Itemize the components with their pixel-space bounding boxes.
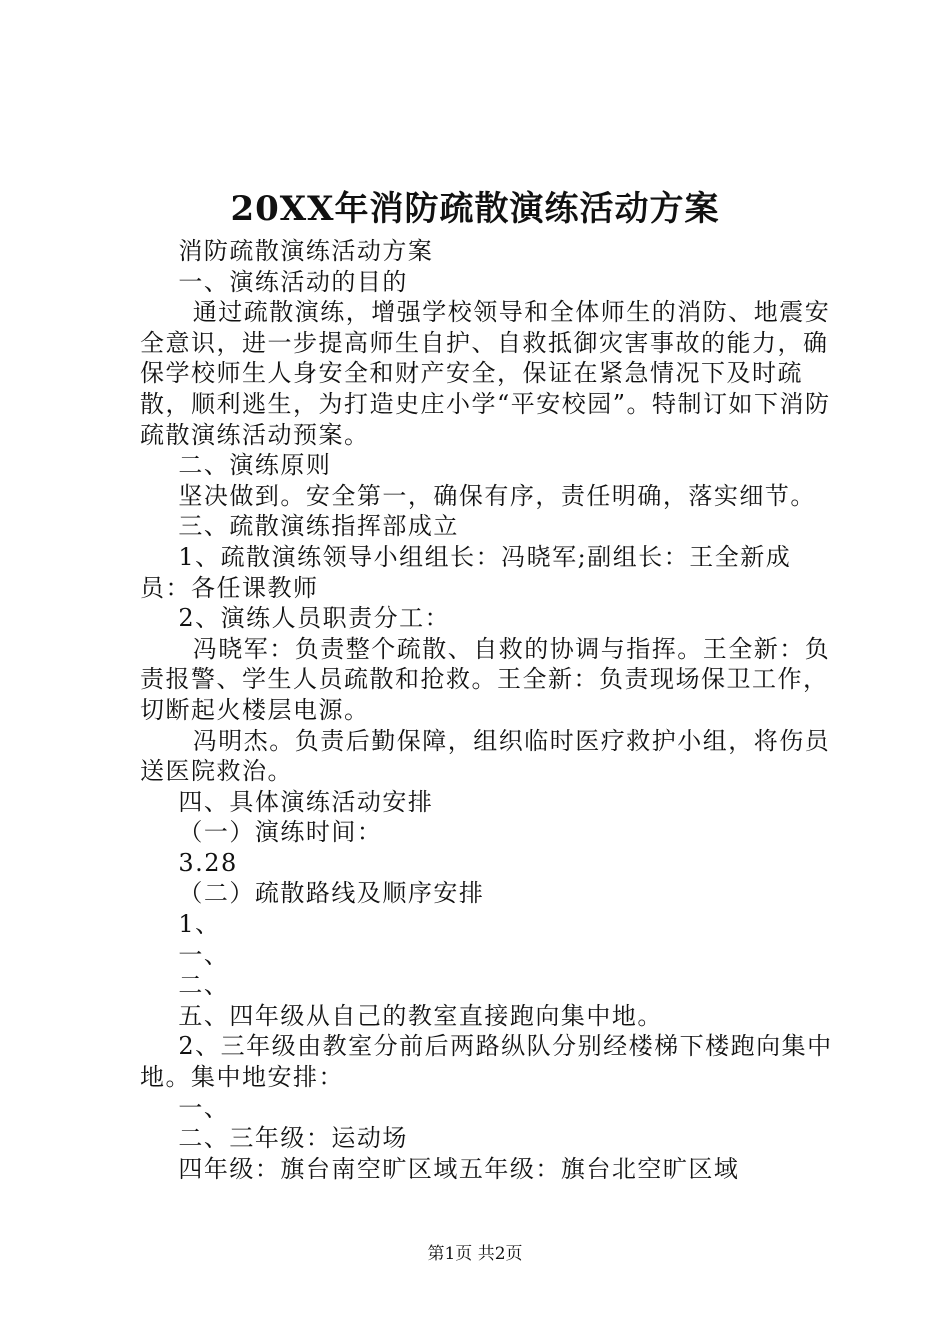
section-heading: 一、演练活动的目的	[178, 267, 408, 296]
paragraph: 冯明杰。负责后勤保障，组织临时医疗救护小组，将伤员送医院救治。	[140, 726, 831, 786]
page-footer	[0, 1242, 950, 1266]
paragraph: 四年级：旗台南空旷区域五年级：旗台北空旷区域	[178, 1154, 740, 1183]
paragraph: （二）疏散路线及顺序安排	[178, 879, 485, 908]
paragraph: 坚决做到。安全第一，确保有序，责任明确，落实细节。	[178, 481, 816, 510]
page-title: 20XX年消防疏散演练活动方案	[230, 189, 720, 229]
paragraph: 一、	[178, 1093, 230, 1122]
paragraph: （一）演练时间：	[178, 818, 383, 847]
paragraph: 1、	[178, 910, 221, 939]
paragraph: 1、疏散演练领导小组组长：冯晓军;副组长：王全新成员：各任课教师	[140, 542, 792, 602]
section-heading: 二、演练原则	[178, 451, 332, 480]
paragraph: 五、四年级从自己的教室直接跑向集中地。	[178, 1001, 663, 1030]
paragraph: 二、三年级：运动场	[178, 1124, 408, 1153]
paragraph: 2、三年级由教室分前后两路纵队分别经楼梯下楼跑向集中地。集中地安排：	[140, 1032, 833, 1092]
document-body	[140, 236, 840, 1184]
section-heading: 四、具体演练活动安排	[178, 787, 434, 816]
paragraph: 2、演练人员职责分工：	[178, 604, 451, 633]
paragraph: 一、	[178, 940, 230, 969]
paragraph: 通过疏散演练，增强学校领导和全体师生的消防、地震安全意识，进一步提高师生自护、自救抵御灾害事故的能力，确保学校师生人身安全和财产安全，保证在紧急情况下及时疏散，顺利逃生，为打造史庄小学“平安校园”。特制订如下消防疏散演练活动预案。	[140, 298, 831, 449]
paragraph: 冯晓军：负责整个疏散、自救的协调与指挥。王全新：负责报警、学生人员疏散和抢救。王全新：负责现场保卫工作，切断起火楼层电源。	[140, 634, 831, 724]
paragraph: 消防疏散演练活动方案	[178, 237, 434, 265]
paragraph: 3.28	[178, 848, 238, 877]
page-number-label: 第1页 共2页	[427, 1244, 523, 1264]
section-heading: 三、疏散演练指挥部成立	[178, 512, 459, 541]
paragraph: 二、	[178, 971, 230, 1000]
